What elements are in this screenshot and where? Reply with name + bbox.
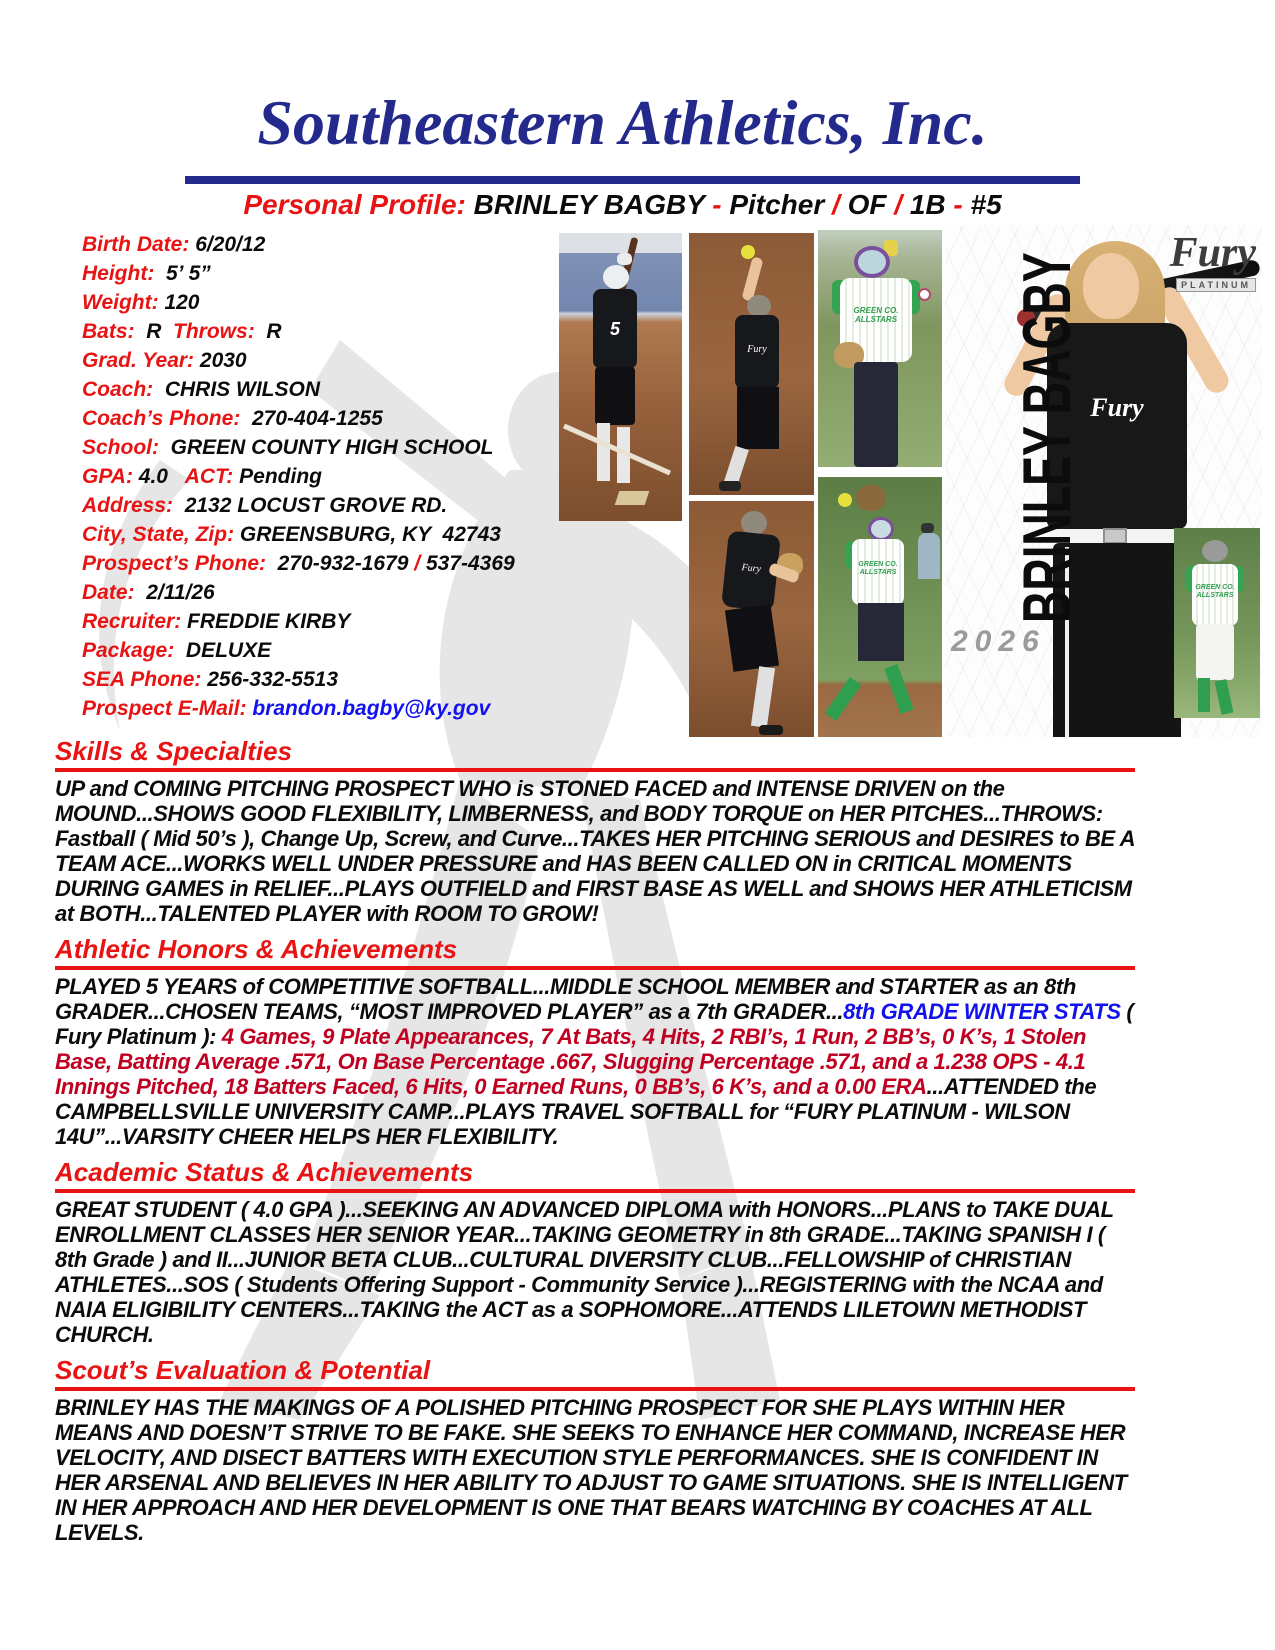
org-title: Southeastern Athletics, Inc. bbox=[257, 87, 988, 158]
detail-line bbox=[82, 462, 562, 491]
section-scout-evaluation bbox=[55, 1355, 1135, 1545]
league-patch bbox=[918, 288, 931, 301]
text-segment: SEA Phone: bbox=[82, 668, 208, 691]
photo-pitch-release bbox=[689, 501, 814, 737]
batting-helmet bbox=[603, 265, 629, 289]
section-body bbox=[55, 1197, 1135, 1347]
text-segment: Prospect E-Mail: bbox=[82, 697, 253, 720]
text-segment: 537-4369 bbox=[420, 552, 515, 575]
detail-line bbox=[82, 665, 562, 694]
detail-line bbox=[82, 317, 562, 346]
text-segment: 2030 bbox=[199, 349, 247, 372]
text-segment: / bbox=[414, 552, 421, 575]
detail-line bbox=[82, 433, 562, 462]
text-segment: Throws: bbox=[173, 320, 267, 343]
detail-line bbox=[82, 491, 562, 520]
photo-running-greenco bbox=[1174, 528, 1260, 718]
section-skills bbox=[55, 736, 1135, 926]
player-sock bbox=[597, 423, 610, 481]
fielder-mask bbox=[868, 517, 894, 541]
text-segment: 270-404-1255 bbox=[251, 407, 383, 430]
text-segment: Weight: bbox=[82, 291, 165, 314]
text-segment: 1B bbox=[909, 189, 954, 220]
umpire-cap bbox=[921, 523, 934, 533]
detail-line bbox=[82, 636, 562, 665]
text-segment: Coach’s Phone: bbox=[82, 407, 252, 430]
text-segment: FREDDIE KIRBY bbox=[187, 610, 351, 633]
section-heading: Athletic Honors & Achievements bbox=[55, 934, 1135, 970]
text-segment: ...ATTENDED the CAMPBELLSVILLE UNIVERSITY CAMP...PLAYS TRAVEL SOFTBALL for “FURY PLATINUM - WILSON 14U”...VARSITY CHEER HELPS HER FLEXIBILITY. bbox=[55, 1074, 1097, 1149]
text-segment: ( Fury Platinum ): bbox=[55, 999, 1134, 1049]
text-segment: School: bbox=[82, 436, 171, 459]
player-sock bbox=[1215, 679, 1234, 715]
section-heading: Skills & Specialties bbox=[55, 736, 1135, 772]
detail-line bbox=[82, 520, 562, 549]
detail-line bbox=[82, 549, 562, 578]
section-body bbox=[55, 776, 1135, 926]
batting-helmet bbox=[1202, 540, 1228, 562]
player-sock bbox=[825, 677, 862, 721]
text-segment: Height: bbox=[82, 262, 166, 285]
softball-icon bbox=[741, 245, 755, 259]
text-segment: CHRIS WILSON bbox=[164, 378, 321, 401]
text-segment: UP and COMING PITCHING PROSPECT WHO is STONED FACED and INTENSE DRIVEN on the MOUND...SHOWS GOOD FLEXIBILITY, LIMBERNESS, and BODY TORQUE on HER PITCHES...THROWS: Fastball ( Mid 50’s ), Change Up, Screw, and Curve...TAKES HER PITCHING SERIOUS and DESIRES to BE A TEAM ACE...WORKS WELL UNDER PRESSURE and HAS BEEN CALLED ON in CRITICAL MOMENTS DURING GAMES in RELIEF...PLAYS OUTFIELD and FIRST BASE AS WELL and SHOWS HER ATHLETICISM at BOTH...TALENTED PLAYER with ROOM TO GROW! bbox=[55, 776, 1135, 926]
text-segment: / bbox=[894, 189, 910, 220]
text-segment: Coach: bbox=[82, 378, 165, 401]
text-segment: - bbox=[712, 189, 730, 220]
vertical-athlete-name-text: BRINLEY BAGBY bbox=[1009, 252, 1085, 623]
player-pants bbox=[595, 367, 635, 425]
player-pants bbox=[737, 387, 779, 449]
greenco-jersey-line2: ALLSTARS bbox=[854, 315, 898, 324]
text-segment: Date: bbox=[82, 581, 147, 604]
greenco-jersey-line2: ALLSTARS bbox=[859, 569, 897, 576]
detail-line bbox=[82, 404, 562, 433]
text-segment: DELUXE bbox=[185, 639, 272, 662]
jersey-number: 5 bbox=[593, 289, 637, 369]
text-segment: 8th GRADE WINTER STATS bbox=[843, 999, 1127, 1024]
umpire-figure bbox=[918, 533, 940, 579]
player-pants bbox=[1196, 624, 1234, 680]
section-heading: Academic Status & Achievements bbox=[55, 1157, 1135, 1193]
text-segment: City, State, Zip: bbox=[82, 523, 240, 546]
player-shoe bbox=[759, 725, 783, 735]
text-segment: 2132 LOCUST GROVE RD. bbox=[184, 494, 448, 517]
fury-jersey: Fury bbox=[735, 315, 779, 389]
text-segment: 5’ 5” bbox=[166, 262, 211, 285]
greenco-jersey-line2: ALLSTARS bbox=[1196, 592, 1234, 599]
detail-line bbox=[82, 578, 562, 607]
text-segment: 270-932-1679 bbox=[277, 552, 415, 575]
text-segment: R bbox=[146, 320, 174, 343]
text-segment: PLAYED 5 YEARS of COMPETITIVE SOFTBALL...MIDDLE SCHOOL MEMBER and STARTER as an 8th GRADER...CHOSEN TEAMS, “MOST IMPROVED PLAYER” as a 7th GRADER... bbox=[55, 974, 1076, 1024]
photo-batting-stance bbox=[559, 233, 682, 521]
text-segment: Personal Profile: bbox=[243, 189, 474, 220]
photo-pitch-windup bbox=[689, 233, 814, 495]
text-segment: ACT: bbox=[184, 465, 240, 488]
text-segment: GREAT STUDENT ( 4.0 GPA )...SEEKING AN ADVANCED DIPLOMA with HONORS...PLANS to TAKE DUAL ENROLLMENT CLASSES HER SENIOR YEAR...TAKING GEOMETRY in 8th GRADE...TAKING SPANISH I ( 8th Grade ) and II...JUNIOR BETA CLUB...CULTURAL DIVERSITY CLUB...FELLOWSHIP of CHRISTIAN ATHLETES...SOS ( Students Offering Support - Community Service )...REGISTERING with the NCAA and NAIA ELIGIBILITY CENTERS...TAKING the ACT as a SOPHOMORE...ATTENDS LILETOWN METHODIST CHURCH. bbox=[55, 1197, 1114, 1347]
text-segment: Grad. Year: bbox=[82, 349, 200, 372]
player-shoe bbox=[719, 481, 741, 491]
section-academic-status bbox=[55, 1157, 1135, 1347]
photo-green-pitcher bbox=[818, 477, 942, 737]
section-heading: Scout’s Evaluation & Potential bbox=[55, 1355, 1135, 1391]
detail-line bbox=[82, 230, 562, 259]
section-body bbox=[55, 974, 1135, 1149]
text-segment: Birth Date: bbox=[82, 233, 196, 256]
fielder-mask bbox=[854, 246, 890, 278]
title-underline bbox=[185, 176, 1080, 184]
player-sock bbox=[1198, 678, 1210, 712]
photo-posed-portrait bbox=[945, 225, 1262, 737]
detail-line bbox=[82, 288, 562, 317]
profile-subtitle bbox=[150, 188, 1095, 222]
player-face bbox=[1083, 253, 1139, 319]
greenco-jersey bbox=[1192, 564, 1238, 626]
greenco-jersey-line1: GREEN CO. bbox=[1195, 584, 1235, 591]
section-athletic-honors bbox=[55, 934, 1135, 1149]
player-sock bbox=[884, 664, 914, 714]
text-segment: 2/11/26 bbox=[146, 581, 215, 604]
text-segment: GREEN COUNTY HIGH SCHOOL bbox=[170, 436, 494, 459]
text-segment: OF bbox=[847, 189, 895, 220]
text-segment: 120 bbox=[164, 291, 200, 314]
detail-line bbox=[82, 259, 562, 288]
text-segment: R bbox=[266, 320, 282, 343]
text-segment: GREENSBURG, KY 42743 bbox=[239, 523, 501, 546]
player-sock bbox=[751, 666, 775, 728]
text-segment: BRINLEY BAGBY bbox=[473, 189, 713, 220]
vertical-athlete-name bbox=[945, 225, 1085, 635]
fury-platinum-logo bbox=[1140, 231, 1256, 293]
prospect-email-link[interactable]: brandon.bagby@ky.gov bbox=[252, 697, 491, 720]
belt-buckle bbox=[1103, 528, 1127, 544]
report-sections bbox=[55, 736, 1135, 1545]
player-pants bbox=[858, 603, 904, 661]
softball-icon bbox=[838, 493, 852, 507]
personal-details bbox=[82, 230, 562, 723]
player-pants bbox=[854, 362, 898, 467]
text-segment: Package: bbox=[82, 639, 186, 662]
fury-jersey: Fury bbox=[721, 530, 781, 611]
photo-collage bbox=[553, 225, 1262, 737]
detail-line bbox=[82, 346, 562, 375]
greenco-jersey bbox=[852, 539, 904, 605]
photo-green-fielder bbox=[818, 230, 942, 467]
text-segment: Address: bbox=[82, 494, 185, 517]
fury-jersey: Fury bbox=[1047, 323, 1187, 529]
text-segment: GPA: bbox=[82, 465, 139, 488]
greenco-jersey-line1: GREEN CO. bbox=[858, 561, 898, 568]
text-segment: / bbox=[832, 189, 848, 220]
text-segment: 4.0 bbox=[138, 465, 185, 488]
batting-gloves bbox=[617, 253, 632, 265]
text-segment: 256-332-5513 bbox=[207, 668, 339, 691]
fury-logo-text: Fury bbox=[1169, 230, 1256, 276]
text-segment: #5 bbox=[970, 189, 1002, 220]
text-segment: Recruiter: bbox=[82, 610, 188, 633]
fielding-glove bbox=[856, 485, 886, 511]
text-segment: Bats: bbox=[82, 320, 147, 343]
pitcher-mask bbox=[747, 295, 771, 317]
detail-line bbox=[82, 607, 562, 636]
text-segment: Pending bbox=[239, 465, 322, 488]
text-segment: 6/20/12 bbox=[195, 233, 266, 256]
class-year: 2026 bbox=[951, 625, 1046, 658]
greenco-jersey-line1: GREEN CO. bbox=[853, 306, 899, 315]
text-segment: Prospect’s Phone: bbox=[82, 552, 278, 575]
home-plate bbox=[615, 491, 650, 505]
text-segment: 4 Games, 9 Plate Appearances, 7 At Bats, 4 Hits, 2 RBI’s, 1 Run, 2 BB’s, 0 K’s, 1 Stolen Base, Batting Average .571, On Base Percentage .667, Slugging Percentage .571, and a 1.238 OPS - 4.1 Innings Pitched, 18 Batters Faced, 6 Hits, 0 Earned Runs, 0 BB’s, 6 K’s, and a 0.00 ERA bbox=[55, 1024, 1087, 1099]
detail-line bbox=[82, 694, 562, 723]
detail-line bbox=[82, 375, 562, 404]
section-body bbox=[55, 1395, 1135, 1545]
text-segment: - bbox=[953, 189, 971, 220]
player-pants bbox=[725, 604, 779, 672]
fury-logo-sub: PLATINUM bbox=[1176, 278, 1256, 292]
text-segment: BRINLEY HAS THE MAKINGS OF A POLISHED PITCHING PROSPECT FOR SHE PLAYS WITHIN HER MEANS AND DOESN’T STRIVE TO BE FAKE. SHE SEEKS TO ENHANCE HER COMMAND, INCREASE HER VELOCITY, AND DISECT BATTERS WITH EXECUTION STYLE PERFORMANCES. SHE IS CONFIDENT IN HER ARSENAL AND BELIEVES IN HER ABILITY TO ADJUST TO GAME SITUATIONS. SHE IS INTELLIGENT IN HER APPROACH AND HER DEVELOPMENT IS ONE THAT BEARS WATCHING BY COACHES AT ALL LEVELS. bbox=[55, 1395, 1127, 1545]
text-segment: Pitcher bbox=[729, 189, 833, 220]
